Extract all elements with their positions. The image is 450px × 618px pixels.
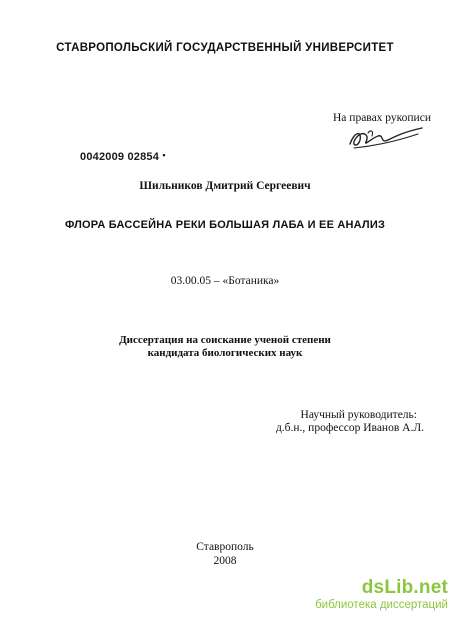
manuscript-rights-note: На правах рукописи [333, 112, 431, 124]
dissertation-title: ФЛОРА БАССЕЙНА РЕКИ БОЛЬШАЯ ЛАБА И ЕЕ АНАЛИЗ [64, 219, 386, 231]
degree-line-2: кандидата биологических наук [147, 347, 303, 359]
watermark [258, 578, 448, 612]
inventory-number-text: 0042009 02854 [80, 151, 160, 163]
watermark-logo: dsLib.net [361, 577, 448, 598]
city: Ставрополь [196, 541, 254, 553]
degree-statement [0, 334, 450, 360]
year: 2008 [213, 555, 237, 567]
degree-line-1: Диссертация на соискание ученой степени [119, 334, 331, 346]
inventory-mark: • [162, 150, 166, 160]
inventory-number [80, 150, 166, 163]
watermark-caption: библиотека диссертаций [315, 599, 448, 611]
supervisor-name: д.б.н., профессор Иванов А.Л. [275, 422, 424, 434]
signature-icon [344, 124, 426, 152]
author-name: Шильников Дмитрий Сергеевич [139, 180, 311, 192]
university-name: СТАВРОПОЛЬСКИЙ ГОСУДАРСТВЕННЫЙ УНИВЕРСИТЕТ [56, 42, 394, 54]
specialty-code: 03.00.05 – «Ботаника» [170, 275, 280, 287]
supervisor-label: Научный руководитель: [300, 409, 417, 421]
place-and-year [0, 540, 450, 568]
supervisor-block [0, 409, 424, 435]
